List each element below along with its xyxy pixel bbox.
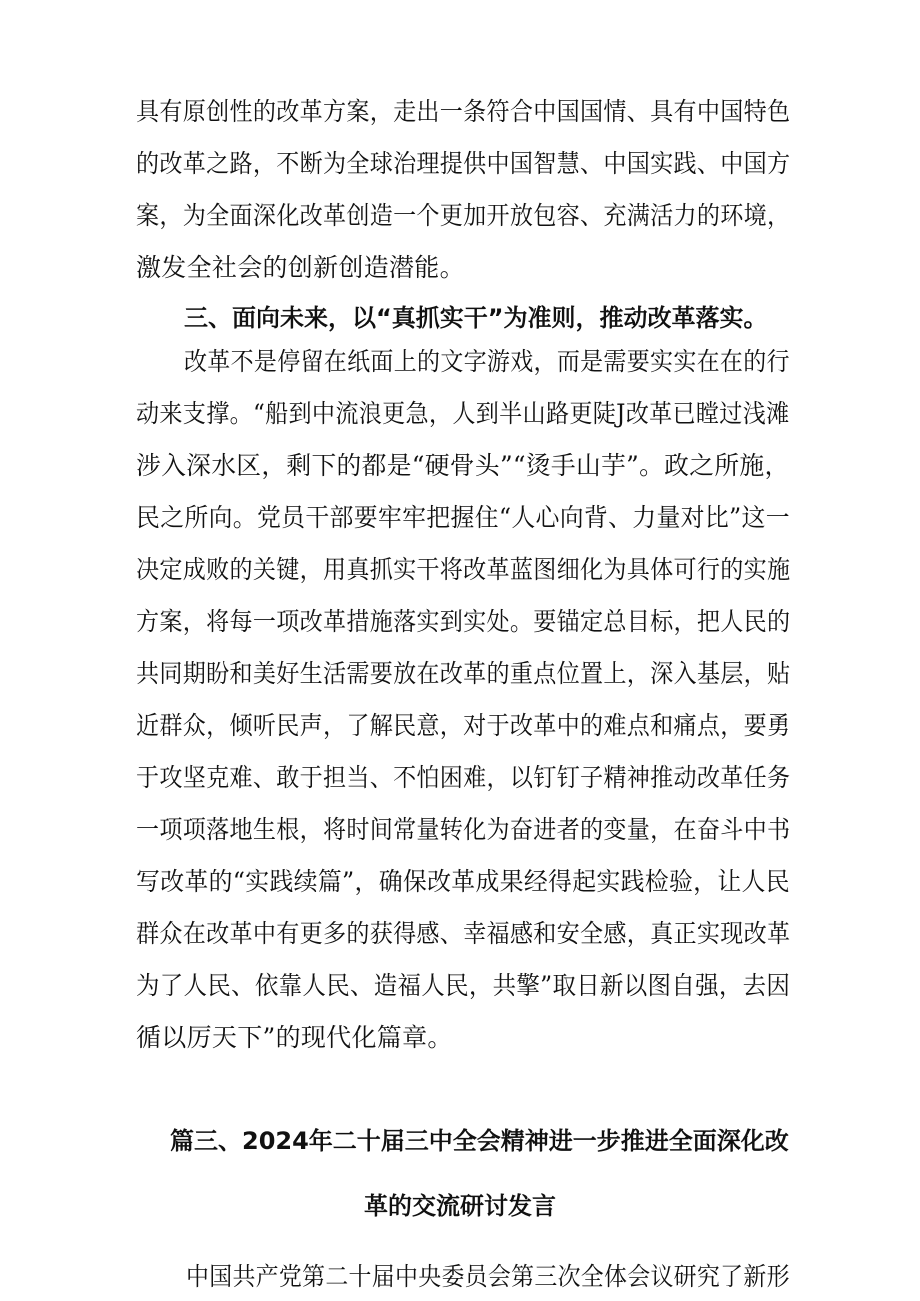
text-line: 动来支撑。“船到中流浪更急，人到半山路更陡J改革已瞠过浅滩 bbox=[136, 399, 790, 428]
text-line: 民之所向。党员干部要牢牢把握住“人心向背、力量对比”这一 bbox=[136, 503, 790, 532]
text-line: 为了人民、依靠人民、造福人民，共擎”取日新以图自强，去因 bbox=[136, 971, 791, 1000]
text-line: 循以厉天下”的现代化篇章。 bbox=[136, 1023, 453, 1052]
text-line: 群众在改革中有更多的获得感、幸福感和安全感，真正实现改革 bbox=[136, 919, 791, 948]
text-line: 改革不是停留在纸面上的文字游戏，而是需要实实在在的行 bbox=[184, 347, 790, 376]
text-line: 的改革之路，不断为全球治理提供中国智慧、中国实践、中国方 bbox=[136, 149, 791, 178]
text-line: 写改革的“实践续篇”，确保改革成果经得起实践检验，让人民 bbox=[136, 867, 790, 896]
text-line: 激发全社会的创新创造潜能。 bbox=[136, 253, 465, 282]
text-line: 方案，将每一项改革措施落实到实处。要锚定总目标，把人民的 bbox=[136, 607, 791, 636]
text-line: 中国共产党第二十届中央委员会第三次全体会议研究了新形 bbox=[186, 1262, 790, 1291]
text-line: 决定成败的关键，用真抓实干将改革蓝图细化为具体可行的实施 bbox=[136, 555, 791, 584]
text-line: 共同期盼和美好生活需要放在改革的重点位置上，深入基层，贴 bbox=[136, 659, 791, 688]
section-heading: 三、面向未来，以“真抓实干”为准则，推动改革落实。 bbox=[184, 304, 768, 332]
text-line: 近群众，倾听民声，了解民意，对于改革中的难点和痛点，要勇 bbox=[136, 711, 791, 740]
text-line: 一项项落地生根，将时间常量转化为奋进者的变量，在奋斗中书 bbox=[136, 815, 791, 844]
article-title-line: 革的交流研讨发言 bbox=[364, 1192, 556, 1220]
text-line: 案，为全面深化改革创造一个更加开放包容、充满活力的环境， bbox=[136, 201, 791, 230]
text-line: 涉入深水区，剩下的都是“硬骨头”“烫手山芋”。政之所施， bbox=[136, 451, 790, 480]
article-title-line: 篇三、2024年二十届三中全会精神进一步推进全面深化改 bbox=[170, 1127, 789, 1155]
text-line: 于攻坚克难、敢于担当、不怕困难，以钉钉子精神推动改革任务 bbox=[136, 763, 791, 792]
text-line: 具有原创性的改革方案，走出一条符合中国国情、具有中国特色 bbox=[136, 97, 791, 126]
